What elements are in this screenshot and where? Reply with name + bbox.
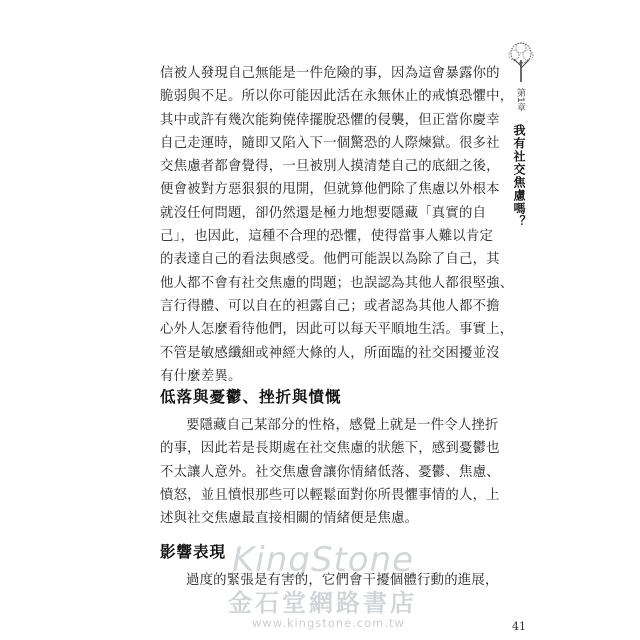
paragraph-1 (160, 62, 514, 388)
text-line: 憤怒，並且憤恨那些可以輕鬆面對你所畏懼事情的人，上 (160, 487, 500, 503)
chapter-title: 我有社交焦慮嗎？ (512, 124, 526, 228)
text-line: 不太讓人意外。社交焦慮會讓你情緒低落、憂鬱、焦慮、 (160, 464, 500, 480)
text-line: 交焦慮者都會覺得，一旦被別人摸清楚自己的底細之後， (160, 159, 500, 175)
text-line: 就沒任何問題，卻仍然還是極力地想要隱藏「真實的自 (160, 205, 487, 221)
text-line: 脆弱與不足。所以你可能因此活在永無休止的戒慎恐懼中， (160, 89, 514, 105)
paragraph-2 (160, 414, 500, 530)
text-line: 過度的緊張是有害的，它們會干擾個體行動的進展， (186, 573, 499, 588)
text-line: 便會被對方惡狠狠的甩開，但就算他們除了焦慮以外根本 (160, 182, 500, 198)
text-line: 言行得體、可以自在的袒露自己；或者認為其他人都不擔 (160, 298, 500, 314)
page-number: 41 (512, 620, 526, 633)
watermark-brand: KingStone (232, 540, 415, 580)
chapter-label: 第1章 (515, 88, 525, 112)
text-line: 要隱藏自己某部分的性格，感覺上就是一件令人挫折 (186, 418, 499, 433)
text-line: 自己走運時，隨即又陷入下一個驚恐的人際煉獄。很多社 (160, 135, 500, 151)
text-line: 有什麼差異。 (160, 368, 242, 384)
text-line: 述與社交焦慮最直接相關的情緒便是焦慮。 (160, 511, 419, 527)
text-line: 其中或許有幾次能夠僥倖擺脫恐懼的侵襲，但正當你慶幸 (160, 112, 500, 128)
text-line: 的表達自己的看法與感受。他們可能誤以為除了自己，其 (160, 252, 500, 268)
chapter-side-tab (500, 40, 540, 260)
section-heading-mood: 低落與憂鬱、挫折與憤慨 (160, 388, 342, 406)
text-line: 的事，因此若是長期處在社交焦慮的狀態下，感到憂鬱也 (160, 441, 500, 457)
text-line: 不管是敏感纖細或神經大條的人，所面臨的社交困擾並沒 (160, 345, 500, 361)
watermark-store-name: 金石堂網路書店 (228, 588, 417, 617)
watermark-url: www.kingstone.com.tw (252, 616, 405, 630)
text-line: 心外人怎麼看待他們，因此可以每天平順地生活。事實上， (160, 322, 514, 338)
tree-icon (504, 40, 538, 84)
text-line: 信被人發現自己無能是一件危險的事，因為這會暴露你的 (160, 66, 500, 81)
text-line: 己」，也因此，這種不合理的恐懼，使得當事人難以肯定 (160, 229, 494, 245)
text-line: 他人都不會有社交焦慮的問題；也誤認為其他人都很堅強、 (160, 275, 514, 291)
section-heading-performance: 影響表現 (160, 543, 227, 561)
